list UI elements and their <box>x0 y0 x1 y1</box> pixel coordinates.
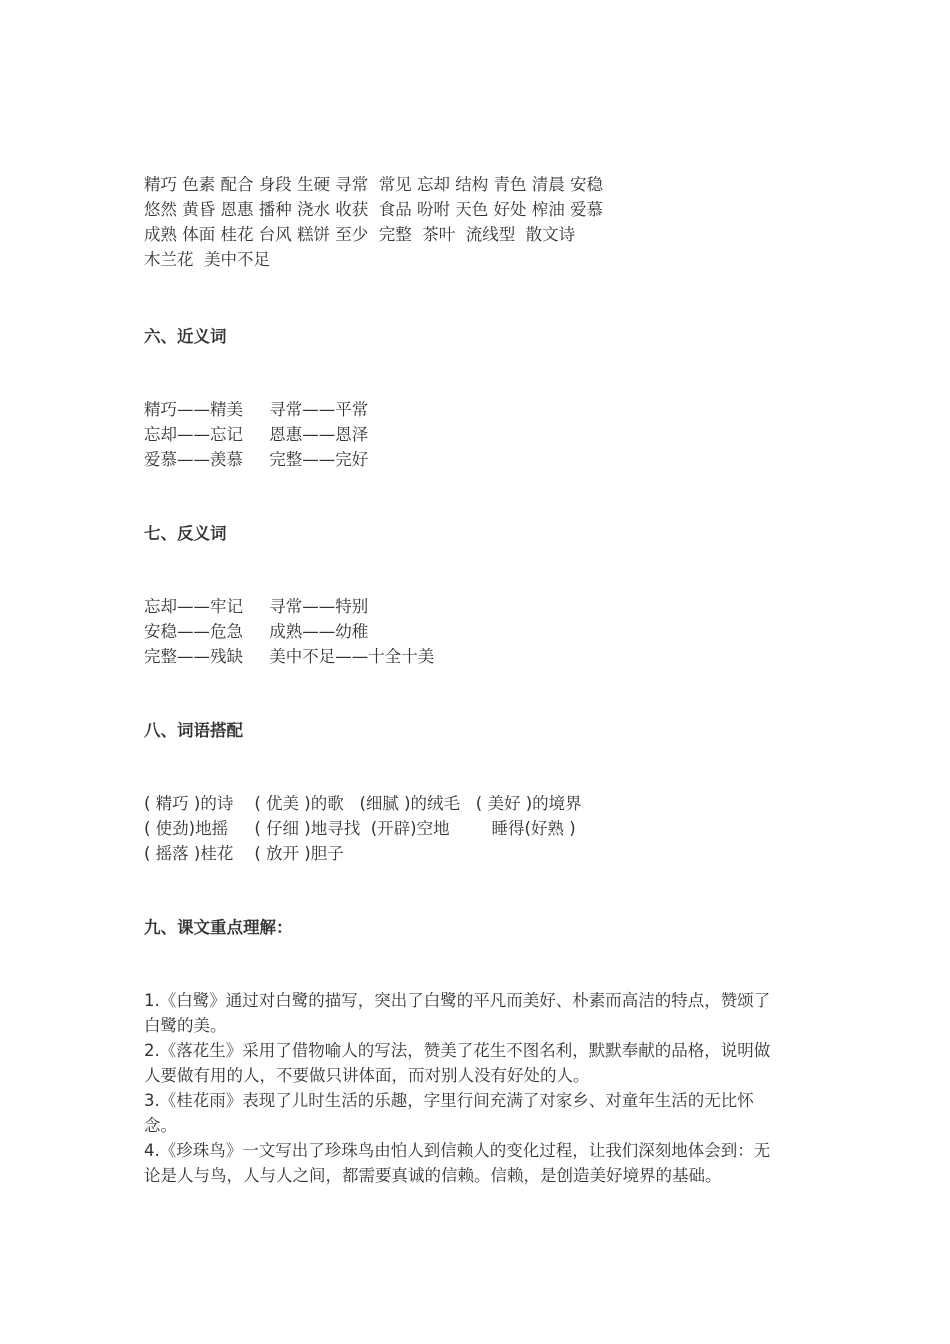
key-points-heading: 九、课文重点理解： <box>144 918 293 937</box>
synonyms-heading: 六、近义词 <box>144 327 227 346</box>
key-point-item: 1.《白鹭》通过对白鹭的描写，突出了白鹭的平凡而美好、朴素而高洁的特点，赞颂了白鹭的美。 <box>144 991 771 1035</box>
synonym-line: 爱慕——羡慕 完整——完好 <box>144 450 369 469</box>
word-line: 精巧 色素 配合 身段 生硬 寻常 常见 忘却 结构 青色 清晨 安稳 <box>144 175 603 194</box>
synonym-line: 精巧——精美 寻常——平常 <box>144 400 369 419</box>
word-list <box>144 172 784 272</box>
document-page <box>144 172 784 1188</box>
antonym-line: 完整——残缺 美中不足——十全十美 <box>144 647 435 666</box>
key-point-item: 2.《落花生》采用了借物喻人的写法，赞美了花生不图名利，默默奉献的品格，说明做人要做有用的人，不要做只讲体面，而对别人没有好处的人。 <box>144 1041 771 1085</box>
key-point-item: 3.《桂花雨》表现了儿时生活的乐趣，字里行间充满了对家乡、对童年生活的无比怀念。 <box>144 1091 754 1135</box>
word-line: 木兰花 美中不足 <box>144 250 270 269</box>
antonym-line: 安稳——危急 成熟——幼稚 <box>144 622 369 641</box>
antonym-line: 忘却——牢记 寻常——特别 <box>144 597 369 616</box>
word-line: 悠然 黄昏 恩惠 播种 浇水 收获 食品 吩咐 天色 好处 榨油 爱慕 <box>144 200 603 219</box>
antonyms-list <box>144 594 784 669</box>
word-line: 成熟 体面 桂花 台风 糕饼 至少 完整 茶叶 流线型 散文诗 <box>144 225 576 244</box>
synonym-line: 忘却——忘记 恩惠——恩泽 <box>144 425 369 444</box>
collocation-line: ( 摇落 )桂花 ( 放开 )胆子 <box>144 844 344 863</box>
key-point-item: 4.《珍珠鸟》一文写出了珍珠鸟由怕人到信赖人的变化过程，让我们深刻地体会到：无论是人与鸟，人与人之间，都需要真诚的信赖。信赖，是创造美好境界的基础。 <box>144 1141 771 1185</box>
collocation-line: ( 使劲)地摇 ( 仔细 )地寻找 (开辟)空地 睡得(好熟 ) <box>144 819 576 838</box>
collocations-heading: 八、词语搭配 <box>144 721 243 740</box>
key-points-list <box>144 988 784 1188</box>
synonyms-list <box>144 397 784 472</box>
antonyms-heading: 七、反义词 <box>144 524 227 543</box>
collocation-line: ( 精巧 )的诗 ( 优美 )的歌 (细腻 )的绒毛 ( 美好 )的境界 <box>144 794 582 813</box>
collocations-list <box>144 791 784 866</box>
